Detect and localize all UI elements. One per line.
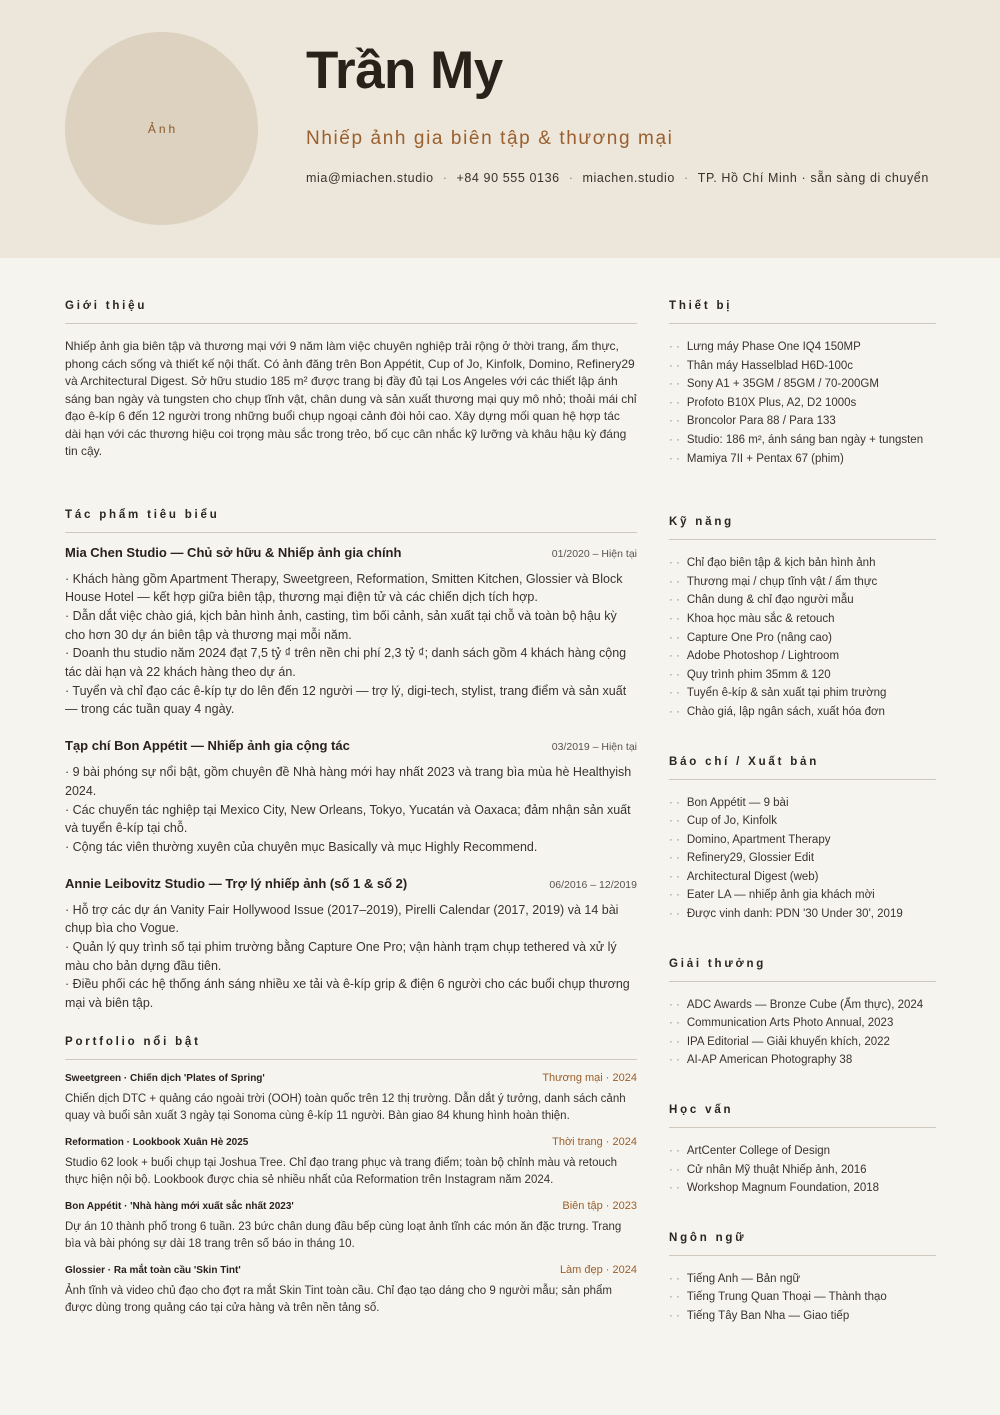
portfolio-title: Sweetgreen · Chiến dịch 'Plates of Spring' [65,1072,265,1084]
list-item-text: Thương mại / chụp tĩnh vật / ẩm thực [686,575,878,588]
sidebar-list-item [669,1307,936,1326]
portfolio-description: Studio 62 look + buổi chụp tại Joshua Tree. Chỉ đạo trang phục và trang điểm; toàn bộ chỉnh màu và retouch thực hiện nội bộ. Lookbook được chia sẻ nhiều nhất của Reformation trên Instagram năm 2024. [65,1156,618,1186]
sidebar-list-item [669,1288,936,1307]
contact-separator: · [568,171,574,185]
sidebar-list-item [669,684,936,703]
portfolio-description: Ảnh tĩnh và video chủ đạo cho đợt ra mắt Skin Tint toàn cầu. Chỉ đạo tạo dáng cho 9 người mẫu; sản phẩm được dùng trong quảng cáo tại cửa hàng và trên nền tảng số. [65,1284,613,1314]
sidebar-list-item [669,849,936,868]
intro-heading: Giới thiệu [65,300,637,324]
portfolio-tag: Thời trang · 2024 [552,1135,637,1148]
bullet-marker: · · [669,359,680,372]
awards-list [669,996,936,1070]
job-date: 01/2020 – Hiện tại [551,547,637,560]
bullet-marker: · · [669,594,680,607]
list-item-text: AI-AP American Photography 38 [686,1054,853,1067]
job-title: Mia Chen Studio — Chủ sở hữu & Nhiếp ảnh gia chính [65,544,402,560]
bullet-marker: · · [669,852,680,865]
equipment-section [669,300,936,468]
list-item-text: Được vinh danh: PDN '30 Under 30', 2019 [686,908,903,921]
list-item-text: Bon Appétit — 9 bài [686,796,789,809]
press-section [669,756,936,924]
bullet-marker: · · [669,889,680,902]
job-bullet: · Các chuyến tác nghiệp tại Mexico City, New Orleans, Tokyo, Yucatán và Oaxaca; đảm nhận sản xuất và tuyển ê-kíp tại chỗ. [65,802,631,836]
portfolio-title: Bon Appétit · 'Nhà hàng mới xuất sắc nhất 2023' [65,1200,294,1212]
contact-separator: · [683,171,689,185]
list-item-text: Broncolor Para 88 / Para 133 [686,415,836,428]
job-bullet: · Quản lý quy trình số tại phim trường bằng Capture One Pro; vận hành trạm chụp tethered và xử lý màu cho bản dựng đầu tiên. [65,940,617,973]
list-item-text: Cup of Jo, Kinfolk [686,815,777,828]
job-role: Nhiếp ảnh gia biên tập & thương mại [306,128,674,149]
sidebar-list-item [669,666,936,685]
sidebar-list-item [669,450,936,469]
list-item-text: Profoto B10X Plus, A2, D2 1000s [686,396,857,409]
list-item-text: Tuyển ê-kíp & sản xuất tại phim trường [686,687,887,700]
education-section [669,1104,936,1198]
bullet-marker: · · [669,557,680,570]
bullet-marker: · · [669,650,680,663]
list-item-text: Chỉ đạo biên tập & kịch bản hình ảnh [686,557,876,570]
bullet-marker: · · [669,687,680,700]
contact-line [306,171,929,185]
list-item-text: Chào giá, lập ngân sách, xuất hóa đơn [686,705,885,718]
sidebar-list-item [669,905,936,924]
sidebar-list-item [669,591,936,610]
list-item-text: Thân máy Hasselblad H6D-100c [686,359,854,372]
list-item-text: ADC Awards — Bronze Cube (Ẩm thực), 2024 [686,998,924,1011]
sidebar-list-item [669,338,936,357]
bullet-marker: · · [669,612,680,625]
sidebar-list-item [669,412,936,431]
job-date: 06/2016 – 12/2019 [549,878,637,891]
contact-separator: · [442,171,448,185]
profile-photo-placeholder [65,32,258,225]
sidebar-list-item [669,357,936,376]
awards-heading: Giải thưởng [669,958,936,982]
main-column [65,300,637,1328]
bullet-marker: · · [669,433,680,446]
list-item-text: Capture One Pro (nâng cao) [686,631,832,644]
list-item-text: Cử nhân Mỹ thuật Nhiếp ảnh, 2016 [686,1163,867,1176]
list-item-text: Communication Arts Photo Annual, 2023 [686,1017,894,1030]
skills-section [669,516,936,721]
list-item-text: Chân dung & chỉ đạo người mẫu [686,594,854,607]
sidebar-list-item [669,573,936,592]
job-entry [65,545,637,720]
contact-location: TP. Hồ Chí Minh · sẵn sàng di chuyển [697,171,929,185]
bullet-marker: · · [669,796,680,809]
list-item-text: Mamiya 7II + Pentax 67 (phim) [686,452,844,465]
intro-section [65,300,637,461]
contact-email[interactable]: mia@miachen.studio [306,171,434,185]
list-item-text: Adobe Photoshop / Lightroom [686,650,840,663]
list-item-text: Refinery29, Glossier Edit [686,852,815,865]
list-item-text: Eater LA — nhiếp ảnh gia khách mời [686,889,875,902]
portfolio-description: Chiến dịch DTC + quảng cáo ngoài trời (OOH) toàn quốc trên 12 thị trường. Dẫn dắt ý tưởng, danh sách cảnh quay và buổi sản xuất 3 ngày tại Sonoma cùng ê-kíp 11 người. Bàn giao 84 khung hình hoàn thiện. [65,1092,626,1122]
bullet-marker: · · [669,815,680,828]
bullet-marker: · · [669,870,680,883]
skills-heading: Kỹ năng [669,516,936,540]
list-item-text: ArtCenter College of Design [686,1145,831,1158]
sidebar-column [669,300,936,1326]
portfolio-tag: Biên tập · 2023 [562,1199,637,1212]
bullet-marker: · · [669,415,680,428]
bullet-marker: · · [669,378,680,391]
press-heading: Báo chí / Xuất bản [669,756,936,780]
sidebar-list-item [669,703,936,722]
job-bullet: · 9 bài phóng sự nổi bật, gồm chuyên đề Nhà hàng mới hay nhất 2023 và trang bìa mùa hè Healthyish 2024. [65,765,632,798]
job-title: Tạp chí Bon Appétit — Nhiếp ảnh gia cộng tác [65,738,350,754]
bullet-marker: · · [669,452,680,465]
sidebar-list-item [669,431,936,450]
portfolio-section [65,1036,637,1317]
sidebar-list-item [669,554,936,573]
bullet-marker: · · [669,998,680,1011]
portfolio-title: Reformation · Lookbook Xuân Hè 2025 [65,1136,249,1148]
languages-section [669,1232,936,1326]
bullet-marker: · · [669,833,680,846]
list-item-text: Quy trình phim 35mm & 120 [686,668,831,681]
bullet-marker: · · [669,575,680,588]
sidebar-list-item [669,1033,936,1052]
equipment-list [669,338,936,468]
sidebar-list-item [669,886,936,905]
portfolio-item [65,1072,637,1125]
bullet-marker: · · [669,341,680,353]
job-bullet: · Khách hàng gồm Apartment Therapy, Sweetgreen, Reformation, Smitten Kitchen, Glossier và Block House Hotel — kết hợp giữa biên tập, thương mại điện tử và các chiến dịch tích hợp. [65,571,623,605]
works-heading: Tác phẩm tiêu biểu [65,509,637,533]
sidebar-list-item [669,1270,936,1289]
list-item-text: Workshop Magnum Foundation, 2018 [686,1182,880,1195]
bullet-marker: · · [669,1182,680,1195]
sidebar-list-item [669,868,936,887]
education-list [669,1142,936,1198]
sidebar-list-item [669,1179,936,1198]
list-item-text: Tiếng Trung Quan Thoại — Thành thạo [686,1291,887,1304]
sidebar-list-item [669,794,936,813]
sidebar-list-item [669,394,936,413]
job-bullet: · Tuyển và chỉ đạo các ê-kíp tự do lên đến 12 người — trợ lý, digi-tech, stylist, trang điểm và sản xuất — trong các tuần quay 4 ngày. [65,683,627,717]
education-heading: Học vấn [669,1104,936,1128]
portfolio-item [65,1264,637,1317]
bullet-marker: · · [669,1054,680,1067]
list-item-text: Tiếng Anh — Bản ngữ [686,1272,801,1285]
bullet-marker: · · [669,908,680,921]
job-bullet: · Doanh thu studio năm 2024 đạt 7,5 tỷ ₫ trên nền chi phí 2,3 tỷ ₫; danh sách gồm 4 khách hàng cộng tác dài hạn và 22 khách hàng theo dự án. [65,646,627,680]
portfolio-heading: Portfolio nổi bật [65,1036,637,1060]
contact-phone[interactable]: +84 90 555 0136 [456,171,560,185]
contact-website[interactable]: miachen.studio [582,171,675,185]
person-name: Trần My [306,41,503,100]
languages-list [669,1270,936,1326]
bullet-marker: · · [669,1291,680,1304]
sidebar-list-item [669,647,936,666]
bullet-marker: · · [669,396,680,409]
intro-text: Nhiếp ảnh gia biên tập và thương mại với 9 năm làm việc chuyên nghiệp trải rộng ở thời trang, ẩm thực, phong cách sống và thiết kế nội thất. Có ảnh đăng trên Bon Appétit, Cup of Jo, Kinfolk, Domino, Refinery29 và Architectural Digest. Sở hữu studio 185 m² được trang bị đầy đủ tại Los Angeles với các thiết lập ánh sáng ban ngày và tungsten cho chụp tĩnh vật, chân dung và sản xuất thương mại quy mô nhỏ; thoải mái chỉ đạo ê-kíp 6 đến 12 người trong những buổi chụp ngoại cảnh đòi hỏi cao. Xây dựng mối quan hệ hợp tác dài hạn với các thương hiệu coi trọng màu sắc trong trẻo, bố cục cân nhắc kỹ lưỡng và khâu hậu kỳ đáng tin cậy. [65,339,637,458]
sidebar-list-item [669,812,936,831]
job-entry [65,738,637,857]
job-bullet: · Hỗ trợ các dự án Vanity Fair Hollywood Issue (2017–2019), Pirelli Calendar (2017, 2019) và 14 bài chụp bìa cho Vogue. [65,902,619,936]
list-item-text: Domino, Apartment Therapy [686,833,831,846]
bullet-marker: · · [669,1272,680,1285]
sidebar-list-item [669,831,936,850]
bullet-marker: · · [669,668,680,681]
sidebar-list-item [669,375,936,394]
portfolio-tag: Thương mại · 2024 [542,1071,637,1084]
bullet-marker: · · [669,705,680,718]
list-item-text: Sony A1 + 35GM / 85GM / 70-200GM [686,378,879,391]
works-section [65,509,637,1013]
sidebar-list-item [669,1161,936,1180]
bullet-marker: · · [669,631,680,644]
bullet-marker: · · [669,1163,680,1176]
list-item-text: Lưng máy Phase One IQ4 150MP [686,341,861,353]
sidebar-list-item [669,1051,936,1070]
portfolio-item [65,1200,637,1253]
sidebar-list-item [669,1142,936,1161]
list-item-text: Studio: 186 m², ánh sáng ban ngày + tungsten [686,433,924,446]
job-title: Annie Leibovitz Studio — Trợ lý nhiếp ảnh (số 1 & số 2) [65,875,408,891]
portfolio-description: Dự án 10 thành phố trong 6 tuần. 23 bức chân dung đầu bếp cùng loạt ảnh tĩnh các món ăn đặc trưng. Trang bìa và bài phóng sự dài 18 trang trên số báo in tháng 10. [65,1220,622,1250]
sidebar-list-item [669,996,936,1015]
list-item-text: Khoa học màu sắc & retouch [686,612,835,625]
job-bullet: · Cộng tác viên thường xuyên của chuyên mục Basically và mục Highly Recommend. [65,839,538,854]
job-bullet: · Dẫn dắt việc chào giá, kịch bản hình ảnh, casting, tìm bối cảnh, sản xuất tại chỗ và toàn bộ hậu kỳ cho hơn 30 dự án biên tập và thương mại mỗi năm. [65,608,617,642]
bullet-marker: · · [669,1017,680,1030]
equipment-heading: Thiết bị [669,300,936,324]
portfolio-title: Glossier · Ra mắt toàn cầu 'Skin Tint' [65,1264,241,1276]
press-list [669,794,936,924]
list-item-text: Architectural Digest (web) [686,870,819,883]
bullet-marker: · · [669,1310,680,1322]
header [0,0,1000,258]
sidebar-list-item [669,1014,936,1033]
photo-label: Ảnh [147,121,179,136]
skills-list [669,554,936,721]
bullet-marker: · · [669,1145,680,1158]
job-date: 03/2019 – Hiện tại [551,741,637,754]
job-entry [65,876,637,1013]
job-bullet: · Điều phối các hệ thống ánh sáng nhiều xe tải và ê-kíp grip & điện 6 người cho các buổi chụp thương mại và biên tập. [65,977,630,1011]
sidebar-list-item [669,610,936,629]
portfolio-tag: Làm đẹp · 2024 [559,1263,637,1276]
portfolio-item [65,1136,637,1189]
list-item-text: IPA Editorial — Giải khuyến khích, 2022 [686,1035,890,1048]
sidebar-list-item [669,629,936,648]
list-item-text: Tiếng Tây Ban Nha — Giao tiếp [686,1310,850,1322]
awards-section [669,958,936,1070]
bullet-marker: · · [669,1035,680,1048]
languages-heading: Ngôn ngữ [669,1232,936,1256]
